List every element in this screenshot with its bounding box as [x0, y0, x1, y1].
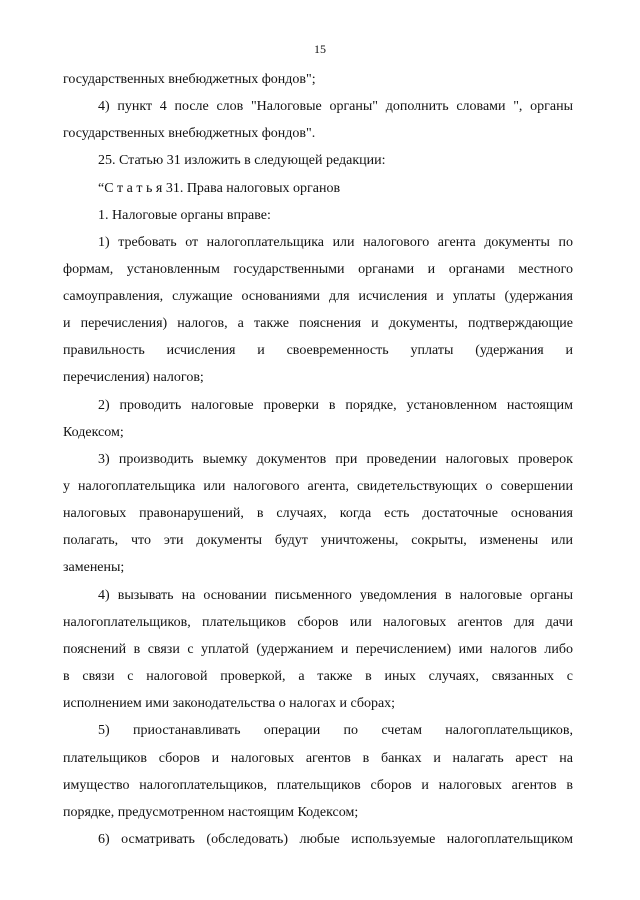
text-line: порядке, предусмотренном настоящим Кодексом;: [63, 805, 359, 820]
text-line: самоуправления, служащие основаниями для исчисления и уплаты (удержания: [63, 289, 573, 304]
text-line: в связи с налоговой проверкой, а также в иных случаях, связанных с: [63, 669, 573, 684]
text-line: и перечисления) налогов, а также пояснения и документы, подтверждающие: [63, 316, 573, 331]
text-line: 5) приостанавливать операции по счетам налогоплательщиков,: [98, 723, 573, 738]
text-line: Кодексом;: [63, 425, 124, 440]
text-line: государственных внебюджетных фондов";: [63, 72, 316, 87]
text-line: налоговых правонарушений, в случаях, когда есть достаточные основания: [63, 506, 573, 521]
text-line: 6) осматривать (обследовать) любые используемые налогоплательщиком: [98, 832, 573, 847]
text-line: плательщиков сборов и налоговых агентов в банках и налагать арест на: [63, 751, 573, 766]
page-number: 15: [314, 42, 326, 56]
text-line: пояснений в связи с уплатой (удержанием и перечислением) ими налогов либо: [63, 642, 573, 657]
text-line: полагать, что эти документы будут уничтожены, сокрыты, изменены или: [63, 533, 573, 548]
text-line: 1) требовать от налогоплательщика или налогового агента документы по: [98, 235, 573, 250]
text-line: 4) пункт 4 после слов "Налоговые органы" дополнить словами ", органы: [98, 99, 573, 114]
text-line: формам, установленным государственными органами и органами местного: [63, 262, 573, 277]
text-line: у налогоплательщика или налогового агента, свидетельствующих о совершении: [63, 479, 573, 494]
text-line: государственных внебюджетных фондов".: [63, 126, 316, 141]
text-line: имущество налогоплательщиков, плательщиков сборов и налоговых агентов в: [63, 778, 573, 793]
text-line: 1. Налоговые органы вправе:: [98, 208, 271, 223]
text-line: перечисления) налогов;: [63, 370, 204, 385]
text-line: 2) проводить налоговые проверки в порядке, установленном настоящим: [98, 398, 573, 413]
text-line: правильность исчисления и своевременность уплаты (удержания и: [63, 343, 573, 358]
article-heading: “С т а т ь я 31. Права налоговых органов: [98, 181, 341, 196]
text-line: налогоплательщиков, плательщиков сборов или налоговых агентов для дачи: [63, 615, 573, 630]
text-line: 4) вызывать на основании письменного уведомления в налоговые органы: [98, 588, 573, 603]
text-line: заменены;: [63, 560, 125, 575]
text-line: 3) производить выемку документов при проведении налоговых проверок: [98, 452, 573, 467]
text-line: исполнением ими законодательства о налогах и сборах;: [63, 696, 396, 711]
text-line: 25. Статью 31 изложить в следующей редакции:: [98, 153, 386, 168]
